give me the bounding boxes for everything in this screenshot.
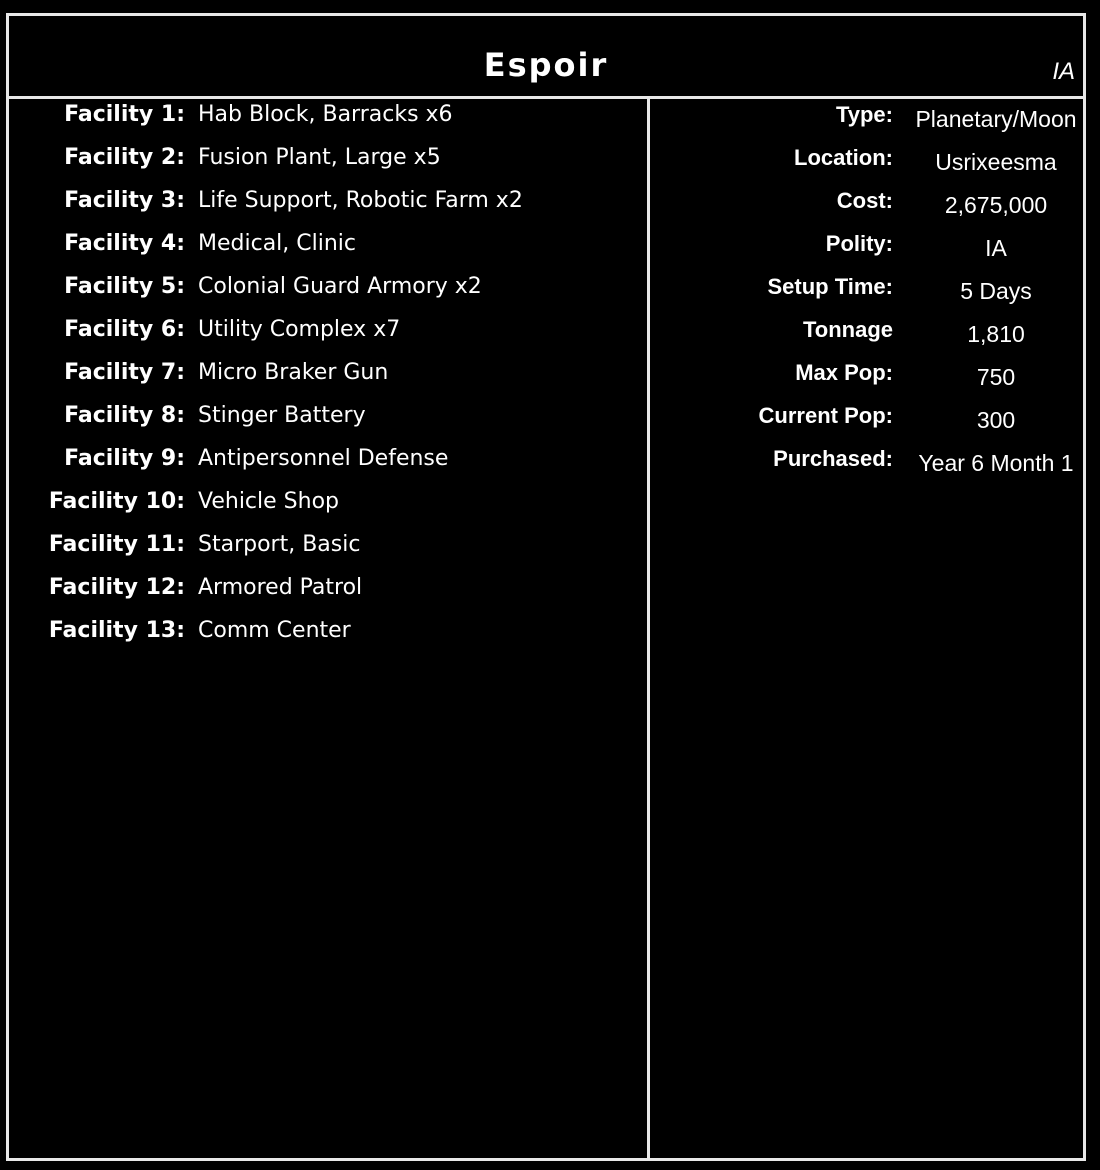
facility-row <box>9 99 647 142</box>
info-value: 1,810 <box>967 321 1025 347</box>
info-row-max-pop <box>650 357 1083 400</box>
info-label: Setup Time: <box>767 274 893 299</box>
facility-value: Antipersonnel Defense <box>198 446 449 471</box>
info-row-tonnage <box>650 314 1083 357</box>
facility-label: Facility 1: <box>64 102 185 127</box>
facility-row <box>9 357 647 400</box>
info-value: 5 Days <box>960 278 1032 304</box>
facility-label: Facility 9: <box>64 446 185 471</box>
facility-value: Utility Complex x7 <box>198 317 401 342</box>
facility-row <box>9 486 647 529</box>
info-value: IA <box>985 235 1007 261</box>
info-row-purchased <box>650 443 1083 486</box>
facility-value: Medical, Clinic <box>198 231 357 256</box>
facility-value: Life Support, Robotic Farm x2 <box>198 188 523 213</box>
facility-label: Facility 7: <box>64 360 185 385</box>
facility-row <box>9 314 647 357</box>
facility-row <box>9 615 647 658</box>
facility-value: Starport, Basic <box>198 532 361 557</box>
facility-value: Fusion Plant, Large x5 <box>198 145 441 170</box>
info-label: Cost: <box>836 188 893 213</box>
info-label: Tonnage <box>802 317 893 342</box>
facility-value: Colonial Guard Armory x2 <box>198 274 482 299</box>
facility-value: Vehicle Shop <box>198 489 340 514</box>
info-value: 2,675,000 <box>944 192 1048 218</box>
facility-row <box>9 185 647 228</box>
base-title: Espoir <box>483 46 609 84</box>
info-row-polity <box>650 228 1083 271</box>
info-row-setup-time <box>650 271 1083 314</box>
facility-value: Stinger Battery <box>198 403 366 428</box>
facility-row <box>9 400 647 443</box>
info-value: 300 <box>976 407 1016 433</box>
facility-label: Facility 8: <box>64 403 185 428</box>
info-label: Type: <box>835 102 893 127</box>
facility-row <box>9 529 647 572</box>
facility-row <box>9 271 647 314</box>
facility-label: Facility 10: <box>48 489 185 514</box>
info-value: Year 6 Month 1 <box>918 450 1074 476</box>
info-row-type <box>650 99 1083 142</box>
info-value: Usrixeesma <box>935 149 1057 175</box>
info-label: Polity: <box>825 231 893 256</box>
facility-label: Facility 3: <box>64 188 185 213</box>
facility-value: Armored Patrol <box>198 575 363 600</box>
info-row-location <box>650 142 1083 185</box>
info-label: Max Pop: <box>795 360 893 385</box>
facility-label: Facility 13: <box>48 618 185 643</box>
polity-tag: IA <box>1052 58 1075 85</box>
info-label: Current Pop: <box>758 403 893 428</box>
info-label: Purchased: <box>773 446 893 471</box>
facility-row <box>9 443 647 486</box>
title-bar <box>9 16 1083 99</box>
base-card <box>6 13 1086 1161</box>
facility-value: Comm Center <box>198 618 351 643</box>
info-label: Location: <box>794 145 893 170</box>
facility-label: Facility 4: <box>64 231 185 256</box>
facility-row <box>9 228 647 271</box>
facility-value: Micro Braker Gun <box>198 360 389 385</box>
facility-row <box>9 142 647 185</box>
info-value: Planetary/Moon <box>915 106 1077 132</box>
facility-label: Facility 11: <box>48 532 185 557</box>
facility-value: Hab Block, Barracks x6 <box>198 102 453 127</box>
facility-label: Facility 5: <box>64 274 185 299</box>
info-row-cost <box>650 185 1083 228</box>
facility-label: Facility 2: <box>64 145 185 170</box>
info-row-current-pop <box>650 400 1083 443</box>
info-value: 750 <box>976 364 1016 390</box>
facility-label: Facility 12: <box>48 575 185 600</box>
facility-label: Facility 6: <box>64 317 185 342</box>
facility-row <box>9 572 647 615</box>
